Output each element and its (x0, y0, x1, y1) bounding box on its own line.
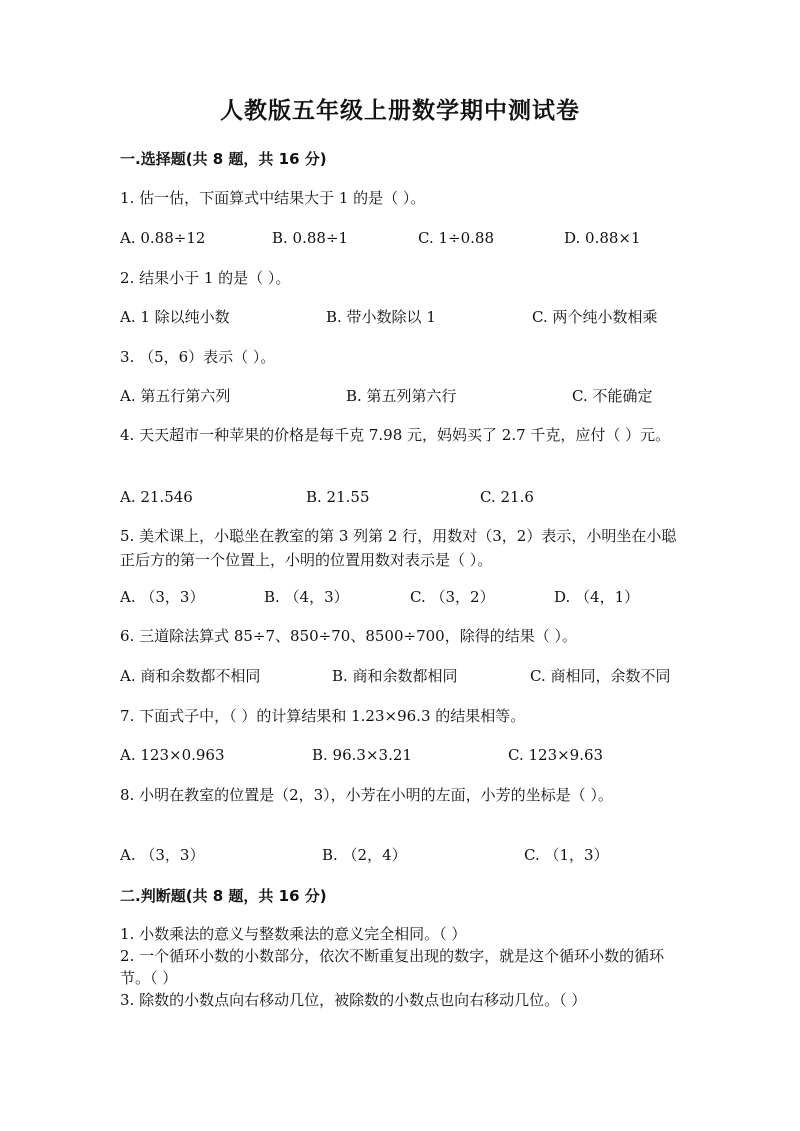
section-heading-judge: 二.判断题(共 8 题，共 16 分) (120, 887, 327, 905)
option-7b: B. 96.3×3.21 (312, 746, 412, 764)
option-5a: A. （3，3） (120, 588, 205, 606)
options-6 (120, 664, 680, 688)
option-1b: B. 0.88÷1 (272, 229, 349, 247)
question-5: 5. 美术课上，小聪坐在教室的第 3 列第 2 行，用数对（3，2）表示，小明坐在小聪正后方的第一个位置上，小明的位置用数对表示是（ ）。 (120, 527, 677, 569)
judge-item-3: 3. 除数的小数点向右移动几位，被除数的小数点也向右移动几位。（ ） (120, 991, 587, 1009)
option-5c: C. （3，2） (410, 588, 495, 606)
question-3: 3. （5，6）表示（ ）。 (120, 348, 276, 366)
question-4: 4. 天天超市一种苹果的价格是每千克 7.98 元，妈妈买了 2.7 千克，应付（ ）元。 (120, 426, 671, 444)
option-3c: C. 不能确定 (572, 387, 653, 405)
option-8c: C. （1，3） (524, 846, 609, 864)
option-8b: B. （2，4） (322, 846, 407, 864)
question-1: 1. 估一估，下面算式中结果大于 1 的是（ ）。 (120, 189, 426, 207)
option-4c: C. 21.6 (480, 488, 534, 506)
option-3b: B. 第五列第六行 (346, 387, 457, 405)
option-3a: A. 第五行第六列 (120, 387, 231, 405)
option-2a: A. 1 除以纯小数 (120, 308, 230, 326)
option-1a: A. 0.88÷12 (120, 229, 206, 247)
option-1c: C. 1÷0.88 (418, 229, 494, 247)
option-2c: C. 两个纯小数相乘 (532, 308, 658, 326)
option-7a: A. 123×0.963 (120, 746, 225, 764)
option-5b: B. （4，3） (264, 588, 349, 606)
question-2: 2. 结果小于 1 的是（ ）。 (120, 269, 291, 287)
question-7: 7. 下面式子中，（ ）的计算结果和 1.23×96.3 的结果相等。 (120, 707, 526, 725)
option-8a: A. （3，3） (120, 846, 205, 864)
option-5d: D. （4，1） (554, 588, 640, 606)
option-6c: C. 商相同，余数不同 (530, 667, 671, 685)
options-1 (120, 226, 680, 250)
options-3 (120, 384, 680, 408)
option-7c: C. 123×9.63 (508, 746, 604, 764)
question-6: 6. 三道除法算式 85÷7、850÷70、8500÷700，除得的结果（ ）。 (120, 627, 577, 645)
section-heading-choice: 一.选择题(共 8 题，共 16 分) (120, 150, 327, 168)
options-8 (120, 843, 680, 867)
option-6a: A. 商和余数都不相同 (120, 667, 261, 685)
option-1d: D. 0.88×1 (564, 229, 641, 247)
options-7 (120, 743, 680, 767)
options-2 (120, 305, 680, 329)
option-4b: B. 21.55 (306, 488, 370, 506)
option-4a: A. 21.546 (120, 488, 193, 506)
option-2b: B. 带小数除以 1 (326, 308, 436, 326)
judge-item-2: 2. 一个循环小数的小数部分，依次不断重复出现的数字，就是这个循环小数的循环节。（ ） (120, 947, 665, 987)
option-6b: B. 商和余数都相同 (332, 667, 458, 685)
question-8: 8. 小明在教室的位置是（2，3），小芳在小明的左面，小芳的坐标是（ ）。 (120, 786, 613, 804)
judge-item-1: 1. 小数乘法的意义与整数乘法的意义完全相同。（ ） (120, 925, 467, 943)
options-5 (120, 585, 680, 609)
page-title: 人教版五年级上册数学期中测试卷 (220, 98, 580, 124)
options-4 (120, 485, 680, 509)
